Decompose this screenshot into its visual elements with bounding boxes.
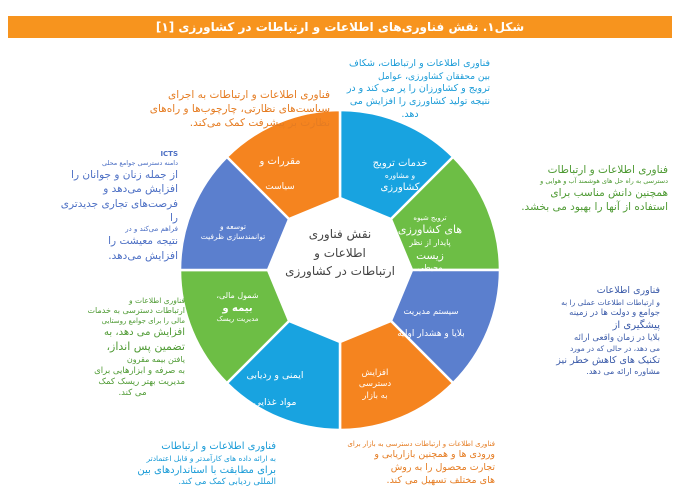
note-disaster: فناوری اطلاعات و ارتباطات اطلاعات عملی را به جوامع و دولت ها در زمینه پیشگیری از بلایا در زمان واقعی ارائه می دهد، در حالی که در مورد تکنیک های کاهش خطر نیز مشاوره ارائه می دهد. (556, 285, 660, 377)
segment-label-food-safety: ایمنی و ردیابی مواد غذایی (246, 370, 304, 408)
note-sustainable: فناوری اطلاعات و ارتباطات دسترسی به راه حل های هوشمند آب و هوایی و همچنین دانش مناسب برای استفاده از آنها را بهبود می بخشد. (521, 164, 668, 214)
note-finance: فناوری اطلاعات و ارتباطات دسترسی به خدمات مالی را برای جوامع روستایی افزایش می دهد، به تضمین پس انداز، یافتن بیمه مقرون به صرفه و ابزارهایی برای مدیریت بهتر ریسک کمک می کند. (87, 296, 185, 399)
segment-label-capacity: توسعه و توانمندسازی ظرفیت (200, 222, 266, 242)
segment-label-sustainable: ترویج شیوه های کشاورزی پایدار از نظر زیست محیطی (397, 214, 463, 273)
figure-title: شکل۱. نقش فناوری‌های اطلاعات و ارتباطات در کشاورزی [۱] (8, 16, 672, 38)
note-market: فناوری اطلاعات و ارتباطات دسترسی به بازار برای ورودی ها و همچنین بازاریابی و تجارت محصول را به روش های مختلف تسهیل می کند. (347, 440, 495, 487)
segment-label-policy: مقررات و سیاست (259, 156, 301, 192)
center-line: ارتباطات در کشاورزی (285, 264, 395, 279)
note-food-safety: فناوری اطلاعات و ارتباطات به ارائه داده های کارآمدتر و قابل اعتمادتر برای مطابقت با استانداردهای بین المللی ردیابی کمک می کند. (137, 441, 276, 488)
note-extension: فناوری اطلاعات و ارتباطات، شکاف بین محققان کشاورزی، عوامل ترویج و کشاورزان را پر می کند و در نتیجه تولید کشاورزی را افزایش می دهد. (346, 58, 490, 120)
center-line: اطلاعات و (314, 245, 366, 260)
segment-label-extension: خدمات ترویج و مشاوره کشاورزی (372, 158, 428, 193)
segment-label-finance: شمول مالی، بیمه و مدیریت ریسک (216, 291, 259, 324)
note-policy: فناوری اطلاعات و ارتباطات به اجرای سیاست‌های نظارتی، چارچوب‌ها و راه‌های نظارت بر پیشرفت کمک می‌کند. (149, 89, 330, 130)
segment-label-market: افزایش دسترسی به بازار (358, 368, 392, 401)
center-line: نقش فناوری (308, 227, 372, 241)
segment-label-disaster: سیستم مدیریت بلایا و هشدار اولیه (397, 307, 465, 340)
note-capacity: ICTS دامنه دسترسی جوامع محلی از جمله زنان و جوانان را افزایش می‌دهد و فرصت‌های تجاری جدیدتری را فراهم می‌کند و در نتیجه معیشت را افزایش می‌دهد. (60, 150, 178, 262)
